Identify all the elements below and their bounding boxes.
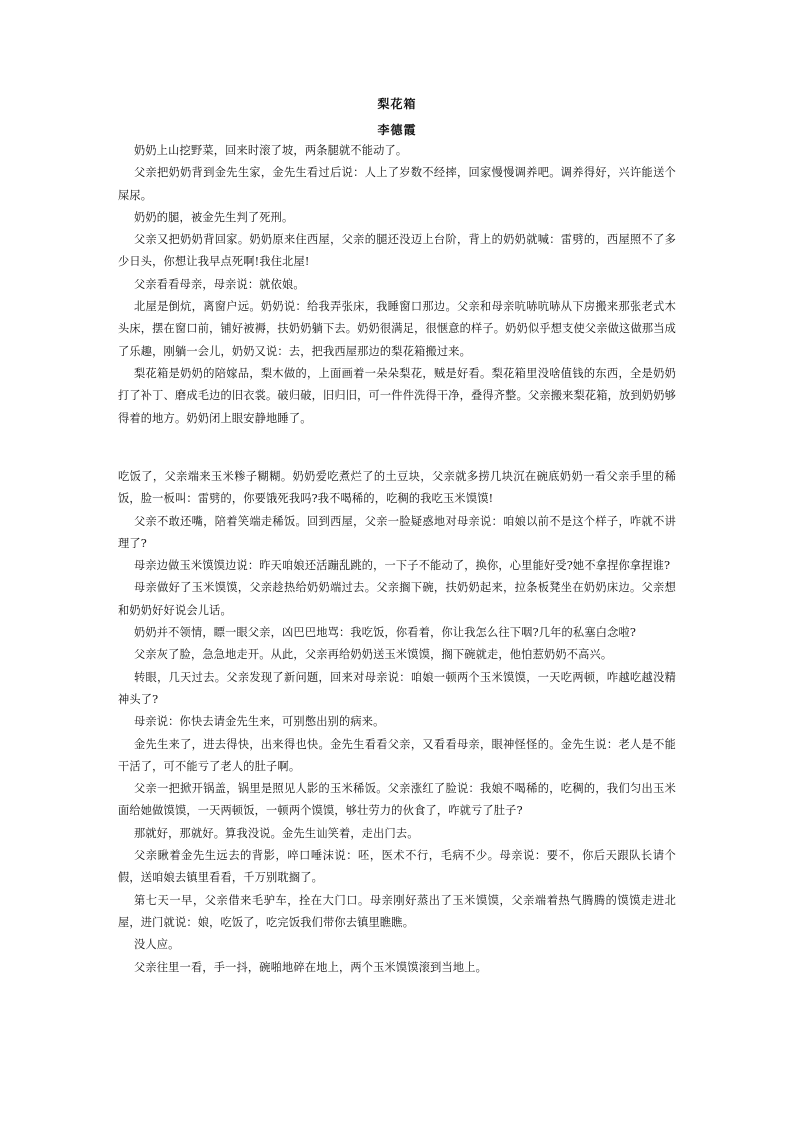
paragraph: 父亲看看母亲，母亲说：就依娘。 <box>134 277 305 291</box>
paragraph: 金先生来了，进去得快，出来得也快。金先生看看父亲，又看看母亲，眼神怪怪的。金先生说：老人是不能干活了，可不能亏了老人的肚子啊。 <box>118 737 676 773</box>
paragraph: 母亲做好了玉米馍馍，父亲趁热给奶奶端过去。父亲搁下碗，扶奶奶起来，拉条板凳坐在奶奶床边。父亲想和奶奶好好说会儿话。 <box>118 581 676 617</box>
paragraph: 第七天一早，父亲借来毛驴车，拴在大门口。母亲刚好蒸出了玉米馍馍，父亲端着热气腾腾的馍馍走进北屋，进门就说：娘，吃饭了，吃完饭我们带你去镇里瞧瞧。 <box>118 893 676 929</box>
paragraph: 父亲把奶奶背到金先生家，金先生看过后说：人上了岁数不经摔，回家慢慢调养吧。调养得好，兴许能送个屎尿。 <box>118 166 676 202</box>
paragraph: 那就好，那就好。算我没说。金先生讪笑着，走出门去。 <box>134 826 419 840</box>
paragraph: 奶奶并不领情，瞟一眼父亲，凶巴巴地骂：我吃饭，你看着，你让我怎么往下咽?几年的私塞白念啦? <box>134 626 637 640</box>
paragraph: 奶奶的腿，被金先生判了死刑。 <box>134 210 294 224</box>
paragraph: 母亲边做玉米馍馍边说：昨天咱娘还活蹦乱跳的，一下子不能动了，换你，心里能好受?她不拿捏你拿捏谁? <box>134 559 671 573</box>
paragraph: 北屋是倒炕，离窗户远。奶奶说：给我弄张床，我睡窗口那边。父亲和母亲吭哧吭哧从下房搬来那张老式木头床，摆在窗口前，铺好被褥，扶奶奶躺下去。奶奶很满足，很惬意的样子。奶奶似乎想支使父亲做这做那当成了乐趣，刚躺一会儿，奶奶又说：去，把我西屋那边的梨花箱搬过来。 <box>118 300 676 358</box>
paragraph: 吃饭了，父亲端来玉米糁子糊糊。奶奶爱吃煮烂了的土豆块，父亲就多捞几块沉在碗底奶奶一看父亲手里的稀饭，脸一板叫：雷劈的，你要饿死我吗?我不喝稀的，吃稠的我吃玉米馍馍! <box>118 470 676 506</box>
paragraph: 父亲灰了脸，急急地走开。从此，父亲再给奶奶送玉米馍馍，搁下碗就走，他怕惹奶奶不高兴。 <box>134 648 613 662</box>
paragraph: 梨花箱是奶奶的陪嫁品，梨木做的，上面画着一朵朵梨花，贼是好看。梨花箱里没啥值钱的东西，全是奶奶打了补丁、磨成毛边的旧衣裳。破归破，旧归旧，可一件件洗得干净，叠得齐整。父亲搬来梨花箱，放到奶奶够得着的地方。奶奶闭上眼安静地睡了。 <box>118 366 676 425</box>
paragraph: 父亲瞅着金先生远去的背影，啐口唾沫说：呸，医术不行，毛病不少。母亲说：要不，你后天跟队长请个假，送咱娘去镇里看看，千万别耽搁了。 <box>118 849 676 885</box>
paragraph: 转眼，几天过去。父亲发现了新问题，回来对母亲说：咱娘一顿两个玉米馍馍，一天吃两顿，咋越吃越没精神头了? <box>118 670 676 706</box>
story-body-part2 <box>118 466 676 979</box>
paragraph: 没人应。 <box>134 938 180 952</box>
paragraph: 奶奶上山挖野菜，回来时滚了坡，两条腿就不能动了。 <box>134 144 408 157</box>
paragraph: 父亲一把掀开锅盖，锅里是照见人影的玉米稀饭。父亲涨红了脸说：我娘不喝稀的，吃稠的，我们匀出玉米面给她做馍馍，一天两顿饭，一顿两个馍馍，够壮劳力的伙食了，咋就亏了肚子? <box>118 782 676 818</box>
paragraph: 父亲又把奶奶背回家。奶奶原来住西屋，父亲的腿还没迈上台阶，背上的奶奶就喊：雷劈的，西屋照不了多少日头，你想让我早点死啊!我住北屋! <box>118 233 676 269</box>
document-title: 梨花箱 <box>377 97 417 111</box>
paragraph: 母亲说：你快去请金先生来，可别憋出别的病来。 <box>134 715 385 729</box>
document-author: 李德霞 <box>377 123 417 137</box>
story-body-part1 <box>118 140 676 430</box>
paragraph: 父亲不敢还嘴，陪着笑端走稀饭。回到西屋，父亲一脸疑惑地对母亲说：咱娘以前不是这个样子，咋就不讲理了? <box>118 514 676 550</box>
paragraph: 父亲往里一看，手一抖，碗啪地碎在地上，两个玉米馍馍滚到当地上。 <box>134 960 488 974</box>
